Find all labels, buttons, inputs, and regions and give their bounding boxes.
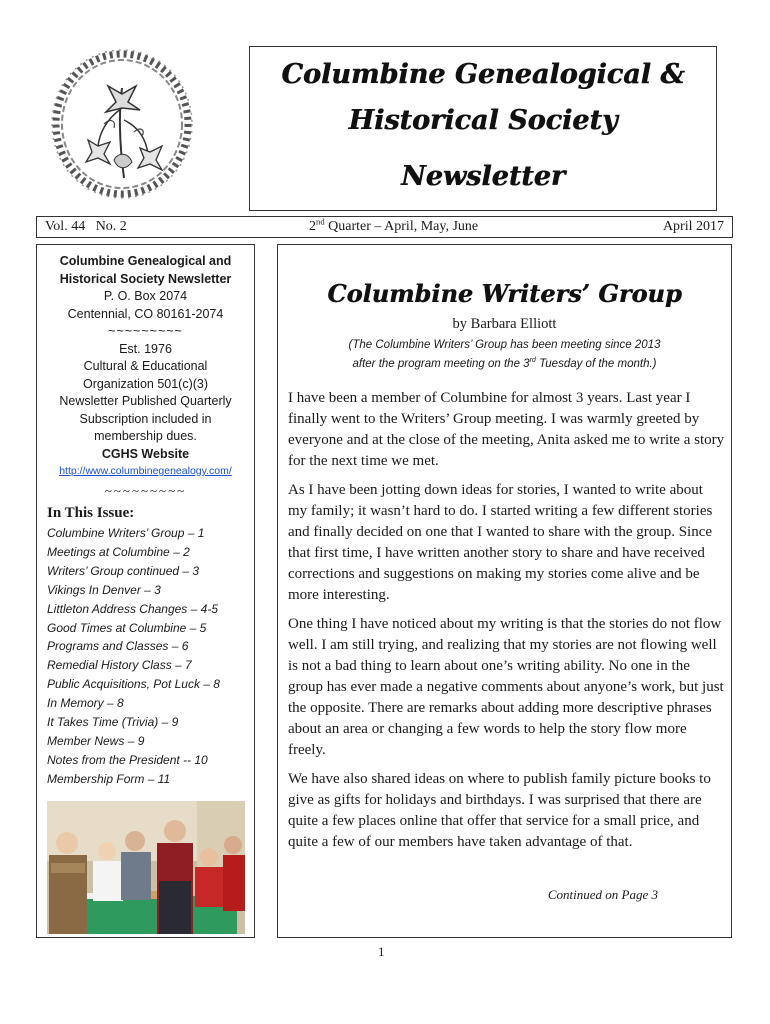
quarter-months: Quarter – April, May, June xyxy=(324,219,479,234)
article-title: Columbine Writers’ Group xyxy=(327,279,682,308)
list-item: Notes from the President -- 10 xyxy=(47,752,208,767)
website-link[interactable]: http://www.columbinegenealogy.com/ xyxy=(59,465,232,477)
quarter-suffix: nd xyxy=(316,216,325,227)
note-line2-start: after the program meeting on the 3 xyxy=(352,357,530,370)
continued-on-link: Continued on Page 3 xyxy=(547,887,658,902)
org-info xyxy=(37,253,254,463)
issue-contents-list xyxy=(37,524,254,789)
list-item: It Takes Time (Trivia) – 9 xyxy=(47,715,179,730)
list-item: Writers’ Group continued – 3 xyxy=(47,563,200,578)
published-line2: Subscription included in xyxy=(79,411,212,426)
page-number: 1 xyxy=(378,944,385,959)
sidebar-divider: ~~~~~~~~~ xyxy=(108,324,183,338)
list-item: Public Acquisitions, Pot Luck – 8 xyxy=(47,677,220,692)
sidebar xyxy=(36,244,255,938)
article-byline: by Barbara Elliott xyxy=(452,316,557,332)
columbine-wreath-icon xyxy=(48,48,196,200)
list-item: Membership Form – 11 xyxy=(47,771,171,786)
list-item: Vikings In Denver – 3 xyxy=(47,582,161,597)
masthead-title-line1: Columbine Genealogical & xyxy=(281,59,685,90)
list-item: Littleton Address Changes – 4-5 xyxy=(47,601,218,616)
list-item: Columbine Writers’ Group – 1 xyxy=(47,526,205,540)
city-address: Centennial, CO 80161-2074 xyxy=(67,306,224,321)
note-ordinal-suffix: rd xyxy=(529,355,536,364)
list-item: In Memory – 8 xyxy=(47,696,124,711)
main-article xyxy=(277,244,732,938)
society-logo xyxy=(48,48,196,200)
masthead-title-line3: Newsletter xyxy=(400,161,566,192)
list-item: Member News – 9 xyxy=(47,733,145,748)
po-box: P. O. Box 2074 xyxy=(103,289,188,303)
org-name-line1: Columbine Genealogical and xyxy=(59,254,232,268)
org-name-line2: Historical Society Newsletter xyxy=(59,271,232,286)
article-note xyxy=(296,336,713,373)
article-paragraph: As I have been jotting down ideas for stories, I wanted to write about my family; it wasn’t hard to do. I started writing a few different stories and finally decided on one that I wanted to share with the group. Since that first time, I have written another story to share and have received corrections and suggestions on making my stories come alive and be more interesting. xyxy=(288,482,713,603)
org-type-line2: Organization 501(c)(3) xyxy=(82,376,209,391)
published-line3: membership dues. xyxy=(94,429,197,443)
list-item: Good Times at Columbine – 5 xyxy=(47,620,207,635)
org-type-line1: Cultural & Educational xyxy=(83,359,208,373)
website-label: CGHS Website xyxy=(101,446,190,461)
note-line2 xyxy=(296,355,713,374)
volume-bar xyxy=(36,216,733,238)
note-line2-end: Tuesday of the month.) xyxy=(535,357,657,370)
in-this-issue-heading: In This Issue: xyxy=(47,505,135,521)
sidebar-divider: ~~~~~~~~~ xyxy=(104,483,187,498)
list-item: Meetings at Columbine – 2 xyxy=(47,544,190,559)
published-line1: Newsletter Published Quarterly xyxy=(59,394,232,408)
list-item: Remedial History Class – 7 xyxy=(47,658,192,673)
article-paragraph: One thing I have noticed about my writing is that the stories do not flow well. I am still trying, and realizing that my stories are not flowing well is not a bad thing to learn about one’s writing ability. No one in the group has ever made a negative comments about anyone’s work, but just the opposite. There are remarks about adding more descriptive phrases about an area or changing a few words to help the story flow more freely. xyxy=(288,616,724,758)
masthead-title-line2: Historical Society xyxy=(348,105,618,136)
quarter-label xyxy=(309,217,478,237)
list-item: Programs and Classes – 6 xyxy=(47,639,189,654)
article-body xyxy=(288,388,725,861)
note-line1: (The Columbine Writers’ Group has been meeting since 2013 xyxy=(348,339,661,351)
writers-group-photo xyxy=(47,801,245,934)
quarter-number: 2 xyxy=(309,219,316,234)
masthead xyxy=(249,46,717,211)
article-paragraph: We have also shared ideas on where to publish family picture books to give as gifts for holidays and birthdays. I was surprised that there are quite a few places online that offer that service for a small price, and quite a few of our members have taken advantage of that. xyxy=(288,771,711,850)
volume-number: Vol. 44 No. 2 xyxy=(45,219,127,234)
established: Est. 1976 xyxy=(119,341,172,356)
issue-date: April 2017 xyxy=(662,219,724,234)
article-paragraph: I have been a member of Columbine for almost 3 years. Last year I finally went to the Writers’ Group meeting. I was warmly greeted by everyone and at the close of the meeting, Anita asked me to write a story for the next time we met. xyxy=(288,390,725,469)
